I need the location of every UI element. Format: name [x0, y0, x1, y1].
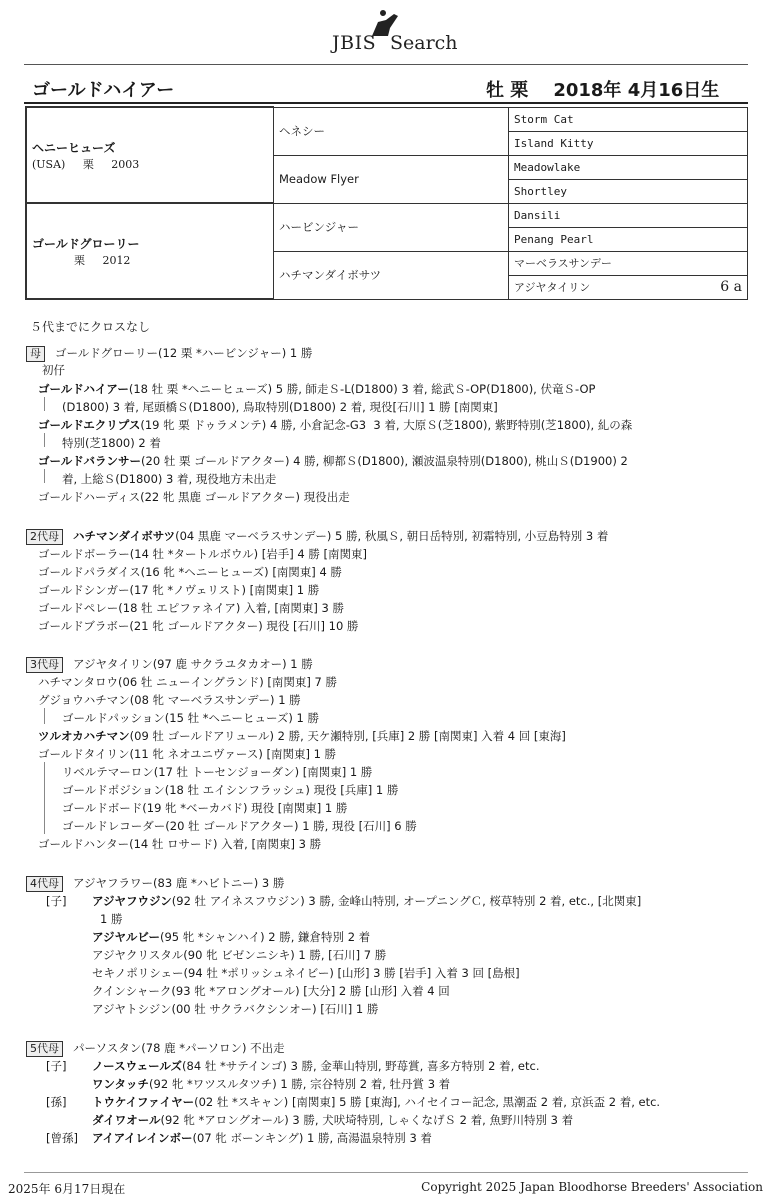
- line-text: (D1800) 3 着, 尾頭橋Ｓ(D1800), 鳥取特別(D1800) 2 着, 現役[石川] 1 勝 [南関東]: [62, 400, 498, 414]
- family-line: [92, 1130, 432, 1146]
- line-text: アジヤトシジン(00 牡 サクラバクシンオー) [石川] 1 勝: [92, 1002, 379, 1016]
- family-line: [38, 546, 367, 562]
- line-text: (19 牝 栗 ドゥラメンテ) 4 勝, 小倉記念-G3 3 着, 大原Ｓ(芝1800), 紫野特別(芝1800), 糺の森: [140, 418, 633, 432]
- tree-bar: [44, 708, 45, 724]
- family-line: [46, 1058, 66, 1074]
- family-line: [62, 710, 319, 726]
- family-line: [26, 656, 313, 673]
- family-line: [92, 893, 641, 909]
- pedigree-g3-6[interactable]: マーベラスサンデー: [509, 251, 748, 275]
- line-text: セキノポリシェー(94 牡 *ポリッシュネイビー) [山形] 3 勝 [岩手] 入着 3 回 [島根]: [92, 966, 520, 980]
- line-text: 特別(芝1800) 2 着: [62, 436, 161, 450]
- line-text: (02 牡 *スキャン) [南関東] 5 勝 [東海], ハイセイコー記念, 黒潮盃 2 着, 京浜盃 2 着, etc.: [194, 1095, 661, 1109]
- line-text: クインシャーク(93 牝 *アロングオール) [大分] 2 勝 [山形] 入着 4 回: [92, 984, 450, 998]
- family-line: [92, 1076, 450, 1092]
- family-line: [62, 818, 417, 834]
- jbis-search-logo[interactable]: [318, 6, 468, 56]
- line-text: (92 牡 アイネスフウジン) 3 勝, 金峰山特別, オープニングＣ, 桜草特別 2 着, etc., [北関東]: [171, 894, 642, 908]
- footer-rule: [24, 1172, 748, 1173]
- family-line: [38, 489, 350, 505]
- family-line: [46, 1094, 66, 1110]
- pedigree-g3-7-cell: [509, 275, 748, 299]
- cross-note: ５代までにクロスなし: [30, 320, 151, 334]
- family-line: [62, 399, 498, 415]
- family-line: [92, 929, 370, 945]
- pedigree-g3-0[interactable]: Storm Cat: [509, 107, 748, 131]
- line-text: ハチマンタロウ(06 牡 ニューイングランド) [南関東] 7 勝: [38, 675, 337, 689]
- line-text: パーソスタン(78 鹿 *パーソロン) 不出走: [73, 1041, 285, 1055]
- sire-name[interactable]: ヘニーヒューズ: [32, 140, 116, 155]
- line-text: [曾孫]: [46, 1131, 78, 1145]
- horse-meta: 牡 栗 2018年 4月16日生: [486, 80, 720, 101]
- horse-link[interactable]: アジヤルビー: [92, 930, 160, 944]
- family-line: [38, 582, 319, 598]
- family-line: [92, 965, 520, 981]
- line-text: アジヤクリスタル(90 牝 ビゼンニシキ) 1 勝, [石川] 7 勝: [92, 948, 387, 962]
- dam-info: 栗 2012: [32, 253, 131, 267]
- horse-link[interactable]: ゴールドバランサー: [38, 454, 142, 468]
- family-line: [92, 1058, 539, 1074]
- family-line: [92, 1001, 378, 1017]
- family-line: [62, 764, 372, 780]
- line-text: アジヤフラワー(83 鹿 *ハビトニー) 3 勝: [73, 876, 285, 890]
- horse-link[interactable]: トウケイファイヤー: [92, 1095, 195, 1109]
- footer-copyright: Copyright 2025 Japan Bloodhorse Breeders' Association: [421, 1180, 763, 1194]
- family-line: [92, 983, 450, 999]
- tree-bar: [44, 762, 45, 834]
- pedigree-g3-7[interactable]: アジヤタイリン: [514, 281, 591, 294]
- line-text: (92 牝 *アロングオール) 3 勝, 犬吠埼特別, しゃくなげＳ 2 着, 魚野川特別 3 着: [160, 1113, 574, 1127]
- line-text: (20 牡 栗 ゴールドアクター) 4 勝, 柳都Ｓ(D1800), 瀬波温泉特別(D1800), 桃山Ｓ(D1900) 2: [141, 454, 628, 468]
- line-text: (18 牡 栗 *ヘニーヒューズ) 5 勝, 師走Ｓ-L(D1800) 3 着, 総武Ｓ-OP(D1800), 伏竜Ｓ-OP: [128, 382, 596, 396]
- family-line: [38, 674, 337, 690]
- horse-link[interactable]: ノースウェールズ: [92, 1059, 183, 1073]
- pedigree-dam-cell: [26, 203, 274, 299]
- line-text: アジヤタイリン(97 鹿 サクラユタカオー) 1 勝: [73, 657, 313, 671]
- family-line: [26, 1040, 285, 1057]
- line-text: ゴールドペレー(18 牡 エピファネイア) 入着, [南関東] 3 勝: [38, 601, 344, 615]
- family-line: [26, 528, 608, 545]
- horse-link[interactable]: ハチマンダイボサツ: [73, 529, 176, 543]
- tree-bar: [44, 397, 45, 411]
- line-text: リベルテマーロン(17 牡 トーセンジョーダン) [南関東] 1 勝: [62, 765, 373, 779]
- family-line: [38, 746, 336, 762]
- line-text: ゴールドポジション(18 牡 エイシンフラッシュ) 現役 [兵庫] 1 勝: [62, 783, 399, 797]
- family-line: [38, 692, 301, 708]
- generation-tag: 母: [26, 346, 45, 362]
- sire-sire[interactable]: ヘネシー: [274, 107, 509, 155]
- line-text: ゴールドタイリン(11 牝 ネオユニヴァース) [南関東] 1 勝: [38, 747, 337, 761]
- dam-dam[interactable]: ハチマンダイボサツ: [274, 251, 509, 299]
- line-text: 着, 上総Ｓ(D1800) 3 着, 現役地方未出走: [62, 472, 277, 486]
- line-text: [孫]: [46, 1095, 67, 1109]
- line-text: ゴールドハーディス(22 牝 黒鹿 ゴールドアクター) 現役出走: [38, 490, 350, 504]
- line-text: 1 勝: [100, 912, 123, 926]
- logo-jbis-text: JBIS: [332, 32, 377, 54]
- pedigree-g3-1[interactable]: Island Kitty: [509, 131, 748, 155]
- dam-name[interactable]: ゴールドグローリー: [32, 236, 140, 251]
- horse-link[interactable]: ゴールドエクリプス: [38, 418, 141, 432]
- line-text: ゴールドボーラー(14 牡 *タートルボウル) [岩手] 4 勝 [南関東]: [38, 547, 367, 561]
- title-rule: [24, 102, 748, 104]
- family-line: [38, 728, 566, 744]
- family-line: [38, 836, 321, 852]
- family-line: [38, 417, 632, 433]
- pedigree-g3-5[interactable]: Penang Pearl: [509, 227, 748, 251]
- generation-tag: 4代母: [26, 876, 63, 892]
- pedigree-table: [25, 106, 748, 300]
- line-text: ゴールドボード(19 牝 *ベーカバド) 現役 [南関東] 1 勝: [62, 801, 348, 815]
- generation-tag: 3代母: [26, 657, 63, 673]
- tree-bar: [44, 433, 45, 447]
- family-line: [62, 471, 276, 487]
- pedigree-g3-4[interactable]: Dansili: [509, 203, 748, 227]
- generation-tag: 2代母: [26, 529, 63, 545]
- family-line: [92, 1094, 660, 1110]
- line-text: ゴールドレコーダー(20 牡 ゴールドアクター) 1 勝, 現役 [石川] 6 勝: [62, 819, 417, 833]
- horse-link[interactable]: アイアイレインボー: [92, 1131, 193, 1145]
- family-line: [26, 345, 312, 362]
- family-line: [38, 381, 595, 397]
- line-text: ゴールドブラボー(21 牝 ゴールドアクター) 現役 [石川] 10 勝: [38, 619, 359, 633]
- pedigree-g3-3[interactable]: Shortley: [509, 179, 748, 203]
- line-text: (09 牡 ゴールドアリュール) 2 勝, 天ケ瀬特別, [兵庫] 2 勝 [南関東] 入着 4 回 [東海]: [129, 729, 566, 743]
- family-line: [62, 435, 161, 451]
- family-line: [62, 800, 347, 816]
- line-text: ゴールドシンガー(17 牝 *ノヴェリスト) [南関東] 1 勝: [38, 583, 320, 597]
- horse-link[interactable]: アジヤフウジン: [92, 894, 172, 908]
- generation-tag: 5代母: [26, 1041, 63, 1057]
- family-line: [42, 362, 65, 378]
- line-text: (92 牝 *ワツスルタツチ) 1 勝, 宗谷特別 2 着, 牡丹賞 3 着: [149, 1077, 451, 1091]
- line-text: ゴールドパラダイス(16 牝 *ヘニーヒューズ) [南関東] 4 勝: [38, 565, 342, 579]
- family-line: [62, 782, 398, 798]
- line-text: グジョウハチマン(08 牝 マーベラスサンデー) 1 勝: [38, 693, 301, 707]
- logo-search-text: Search: [390, 32, 458, 54]
- family-line: [46, 893, 81, 909]
- family-line: [92, 1112, 573, 1128]
- line-text: [子]: [46, 894, 82, 908]
- horse-link[interactable]: ゴールドハイアー: [38, 382, 129, 396]
- line-text: ゴールドグローリー(12 栗 *ハービンジャー) 1 勝: [55, 346, 313, 360]
- line-text: (07 牝 ボーンキング) 1 勝, 高湯温泉特別 3 着: [192, 1131, 432, 1145]
- family-line: [38, 453, 628, 469]
- pedigree-sire-cell: [26, 107, 274, 203]
- sire-info: (USA) 栗 2003: [32, 157, 140, 171]
- footer-date: 2025年 6月17日現在: [8, 1182, 126, 1196]
- horse-link[interactable]: ツルオカハチマン: [38, 729, 130, 743]
- pedigree-g3-2[interactable]: Meadowlake: [509, 155, 748, 179]
- sire-dam[interactable]: Meadow Flyer: [274, 155, 509, 203]
- family-line: [38, 600, 344, 616]
- family-line: [46, 1130, 78, 1146]
- header-rule: [24, 64, 748, 65]
- family-line: [38, 564, 342, 580]
- family-line: [100, 911, 122, 927]
- tree-bar: [44, 469, 45, 483]
- family-line: [26, 875, 284, 892]
- line-text: 初仔: [42, 363, 65, 377]
- family-line: [92, 947, 386, 963]
- family-number: 6 a: [720, 279, 742, 295]
- line-text: [子]: [46, 1059, 67, 1073]
- line-text: (84 牡 *サテインゴ) 3 勝, 金華山特別, 野苺賞, 喜多方特別 2 着, etc.: [182, 1059, 540, 1073]
- line-text: ゴールドパッション(15 牡 *ヘニーヒューズ) 1 勝: [62, 711, 320, 725]
- horse-link[interactable]: ダイワオール: [92, 1113, 161, 1127]
- line-text: (95 牝 *シャンハイ) 2 勝, 鎌倉特別 2 着: [159, 930, 371, 944]
- horse-name: ゴールドハイアー: [32, 80, 175, 101]
- line-text: (04 黒鹿 マーベラスサンデー) 5 勝, 秋風Ｓ, 朝日岳特別, 初霜特別, 小豆島特別 3 着: [175, 529, 609, 543]
- horse-link[interactable]: ワンタッチ: [92, 1077, 150, 1091]
- dam-sire[interactable]: ハービンジャー: [274, 203, 509, 251]
- family-line: [38, 618, 358, 634]
- line-text: ゴールドハンター(14 牡 ロサード) 入着, [南関東] 3 勝: [38, 837, 322, 851]
